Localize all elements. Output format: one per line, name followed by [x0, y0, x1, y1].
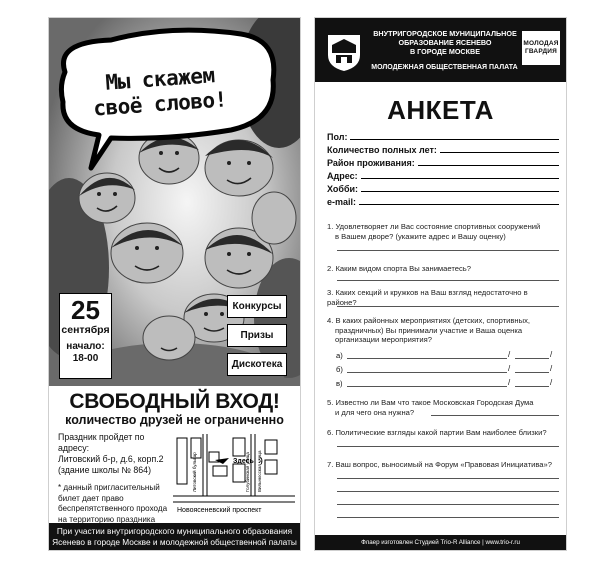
tag-disco: Дискотека [227, 353, 287, 376]
footer-line: При участии внутригородского муниципального образования [56, 526, 293, 536]
field-email[interactable]: e-mail: [327, 195, 559, 207]
map-street-label: Вильнюсская улица [257, 450, 262, 492]
org-name [370, 29, 520, 56]
address-block [58, 432, 168, 476]
ticket-note [58, 483, 173, 525]
questionnaire-panel: ВНУТРИГОРОДСКОЕ МУНИЦИПАЛЬНОЕ ОБРАЗОВАНИЕ ЯСЕНЕВО В ГОРОДЕ МОСКВЕ МОЛОДЕЖНАЯ ОБЩЕСТВЕННАЯ ПАЛАТА МОЛОДАЯ ГВАРДИЯ АНКЕТА Пол: Количество полных лет: Район проживания: Адрес: Хобби: e-mail: 1. Удовлетворяет ли Вас состояние спортивных сооружений в Вашем дворе? (укажите адрес и Вашу оценку) 2. Каким видом спорта Вы занимаетесь? 3. Каких секций и кружков на Ваш взгляд недостаточно в районе? 4. В каких районных мероприятиях (детских, спортивных, праздничных) Вы принимали участие и Ваша оценка организации мероприятия? а) / / б) / / в) / / 5. Известно ли Вам что такое Московская Городская Дума и для чего она нужна? 6. Политические взгляды какой партии Вам наиболее близки? 7. Ваш вопрос, выносимый на Форум «Правовая Инициатива»? Флаер изготовлен Студией Trio-R Alliance | www.trio-r.ru [314, 17, 567, 551]
address-line: (здание школы № 864) [58, 465, 151, 475]
rating-line-4c[interactable] [515, 386, 549, 387]
org-line: ВНУТРИГОРОДСКОЕ МУНИЦИПАЛЬНОЕ [373, 29, 517, 38]
coat-of-arms-icon [324, 31, 364, 73]
date-month: сентября [61, 324, 110, 336]
answer-line-5[interactable] [431, 415, 559, 416]
map-here-label: Здесь! :) [233, 458, 263, 465]
note-line: на территорию праздника [58, 514, 156, 524]
address-line: Праздник пройдет по адресу: [58, 432, 145, 453]
bubble-line-2: своё слово! [92, 87, 228, 121]
poster-panel [48, 17, 301, 551]
start-label: начало: [66, 341, 105, 352]
answer-line-7b[interactable] [337, 491, 559, 492]
answer-line-2[interactable] [337, 280, 559, 281]
question-5: 5. Известно ли Вам что такое Московская Городская Дума и для чего она нужна? [327, 398, 534, 417]
question-2: 2. Каким видом спорта Вы занимаетесь? [327, 264, 471, 273]
start-time: 18-00 [72, 353, 99, 364]
field-gender[interactable]: Пол: [327, 130, 559, 142]
field-hobby[interactable]: Хобби: [327, 182, 559, 194]
map-street-label: Литовский бульвар [192, 452, 197, 492]
friends-subhead: количество друзей не ограниченно [65, 413, 284, 427]
org-line: ОБРАЗОВАНИЕ ЯСЕНЕВО [398, 38, 492, 47]
question-7: 7. Ваш вопрос, выносимый на Форум «Правовая Инициатива»? [327, 460, 552, 469]
answer-line-7a[interactable] [337, 478, 559, 479]
option-b: б) [336, 365, 343, 374]
answer-line-4c[interactable] [347, 386, 507, 387]
header-bar [315, 18, 566, 82]
answer-line-6[interactable] [337, 446, 559, 447]
rating-line-4b[interactable] [515, 372, 549, 373]
note-line: беспрепятственного прохода [58, 504, 168, 513]
bubble-line-1: Мы скажем [104, 63, 216, 95]
question-1: 1. Удовлетворяет ли Вас состояние спортивных сооружений в Вашем дворе? (укажите адрес и Вашу оценку) [327, 222, 541, 241]
map-street-label: Голубинская улица [245, 452, 250, 492]
field-address[interactable]: Адрес: [327, 169, 559, 181]
free-entry-headline: СВОБОДНЫЙ ВХОД! [69, 390, 280, 413]
question-6: 6. Политические взгляды какой партии Вам наиболее близки? [327, 428, 547, 437]
address-line: Литовский б-р, д.6, корп.2 [58, 454, 164, 464]
note-line: * данный пригласительный [58, 483, 160, 492]
map-prospect-label: Новоясеневский проспект [177, 507, 262, 514]
rating-line-4a[interactable] [515, 358, 549, 359]
option-c: в) [336, 379, 343, 388]
answer-line-1[interactable] [337, 250, 559, 251]
note-line: билет дает право [58, 493, 124, 503]
option-a: а) [336, 351, 343, 360]
tag-contests: Конкурсы [227, 295, 287, 318]
form-title: АНКЕТА [387, 95, 494, 125]
poster-footer [49, 523, 300, 550]
question-3: 3. Каких секций и кружков на Ваш взгляд недостаточно в районе? [327, 288, 528, 307]
answer-line-3[interactable] [337, 306, 559, 307]
speech-bubble [51, 20, 281, 185]
answer-line-4b[interactable] [347, 372, 507, 373]
location-map [173, 434, 295, 520]
answer-line-4a[interactable] [347, 358, 507, 359]
question-4: 4. В каких районных мероприятиях (детских, спортивных, праздничных) Вы принимали участие и Ваша оценка организации мероприятия? [327, 316, 530, 345]
field-district[interactable]: Район проживания: [327, 156, 559, 168]
answer-line-7d[interactable] [337, 517, 559, 518]
date-box [59, 293, 112, 379]
field-age[interactable]: Количество полных лет: [327, 143, 559, 155]
answer-line-7c[interactable] [337, 504, 559, 505]
org-line: В ГОРОДЕ МОСКВЕ [409, 47, 480, 56]
form-footer: Флаер изготовлен Студией Trio-R Alliance | www.trio-r.ru [315, 535, 566, 550]
tag-prizes: Призы [227, 324, 287, 347]
molodaya-gvardiya-logo: МОЛОДАЯ ГВАРДИЯ [522, 31, 560, 65]
footer-line: Ясенево в городе Москве и молодежной общественной палаты [52, 537, 297, 547]
youth-chamber-name: МОЛОДЕЖНАЯ ОБЩЕСТВЕННАЯ ПАЛАТА [371, 64, 518, 71]
date-day: 25 [71, 295, 100, 325]
